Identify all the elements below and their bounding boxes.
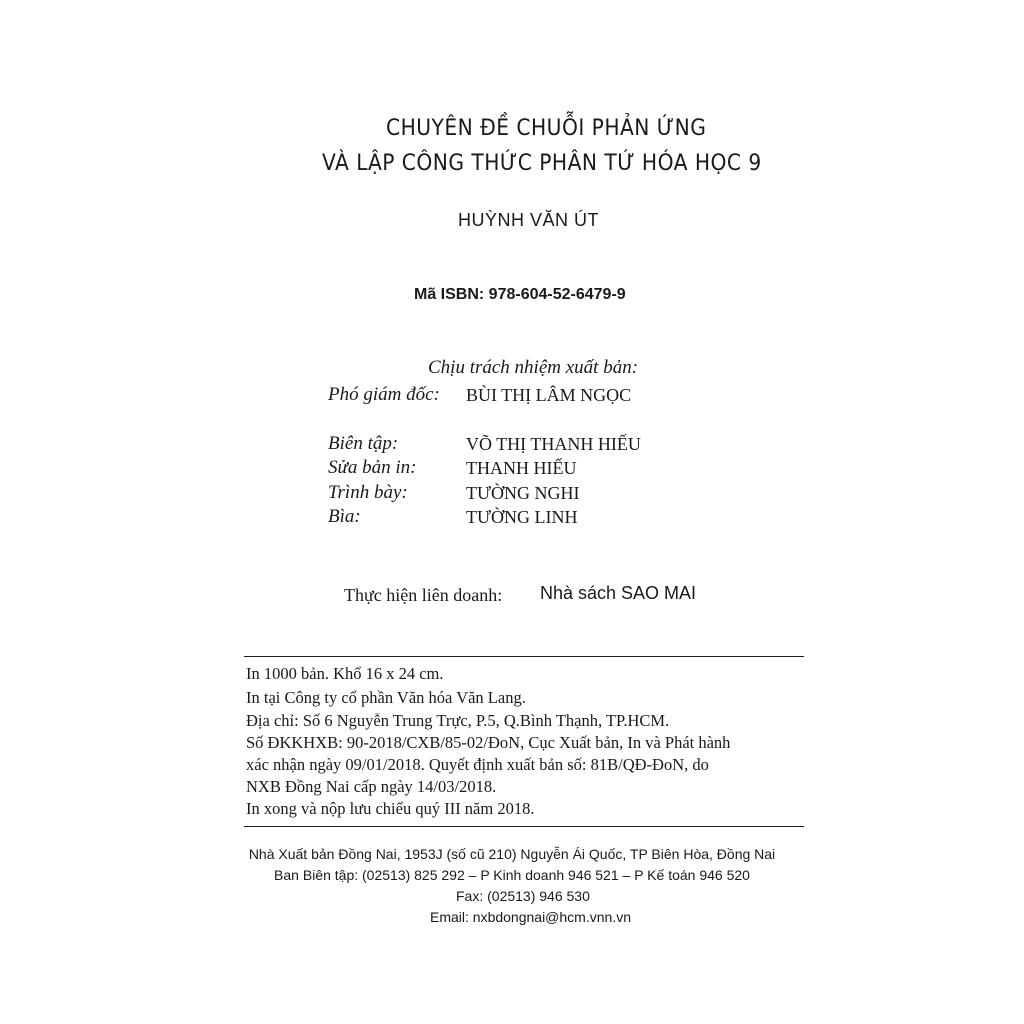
responsible-heading: Chịu trách nhiệm xuất bản: — [428, 357, 639, 378]
publisher-fax: Fax: (02513) 946 530 — [456, 888, 590, 904]
credit-name-editor: VÕ THỊ THANH HIẾU — [466, 434, 641, 454]
print-info-line: Số ĐKKHXB: 90-2018/CXB/85-02/ĐoN, Cục Xuất bản, In và Phát hành — [246, 733, 731, 752]
book-title-line-2: VÀ LẬP CÔNG THỨC PHÂN TỬ HÓA HỌC 9 — [322, 151, 762, 176]
print-info-line: NXB Đồng Nai cấp ngày 14/03/2018. — [246, 777, 497, 796]
print-info-line: xác nhận ngày 09/01/2018. Quyết định xuất bản số: 81B/QĐ-ĐoN, do — [246, 755, 709, 774]
print-info-line: In tại Công ty cổ phần Văn hóa Văn Lang. — [246, 688, 526, 707]
credit-role-layout: Trình bày: — [328, 482, 408, 503]
credit-name-cover: TƯỜNG LINH — [466, 507, 578, 527]
publisher-address: Nhà Xuất bản Đồng Nai, 1953J (số cũ 210) Nguyễn Ái Quốc, TP Biên Hòa, Đồng Nai — [248, 846, 776, 862]
publisher-phones: Ban Biên tập: (02513) 825 292 – P Kinh doanh 946 521 – P Kế toán 946 520 — [274, 867, 750, 883]
print-info-line: Địa chỉ: Số 6 Nguyễn Trung Trực, P.5, Q.Bình Thạnh, TP.HCM. — [246, 711, 670, 730]
credit-name-layout: TƯỜNG NGHI — [466, 483, 580, 503]
print-info-line: In xong và nộp lưu chiểu quý III năm 2018. — [246, 799, 535, 818]
partner-label: Thực hiện liên doanh: — [344, 585, 503, 605]
print-info-line: In 1000 bản. Khổ 16 x 24 cm. — [246, 664, 444, 683]
book-title-line-1: CHUYÊN ĐỀ CHUỖI PHẢN ỨNG — [386, 116, 707, 141]
credit-role-cover: Bìa: — [328, 506, 361, 527]
top-divider — [244, 656, 804, 657]
bottom-divider — [244, 826, 804, 827]
isbn: Mã ISBN: 978-604-52-6479-9 — [414, 286, 626, 303]
credit-role-proofreader: Sửa bản in: — [328, 457, 417, 478]
responsible-role: Phó giám đốc: — [328, 384, 440, 405]
publisher-email: Email: nxbdongnai@hcm.vnn.vn — [430, 909, 631, 925]
credit-name-proofreader: THANH HIẾU — [466, 458, 577, 478]
responsible-name: BÙI THỊ LÂM NGỌC — [466, 385, 632, 405]
partner-name: Nhà sách SAO MAI — [540, 583, 697, 603]
credit-role-editor: Biên tập: — [328, 433, 399, 454]
author-name: HUỲNH VĂN ÚT — [458, 210, 600, 230]
